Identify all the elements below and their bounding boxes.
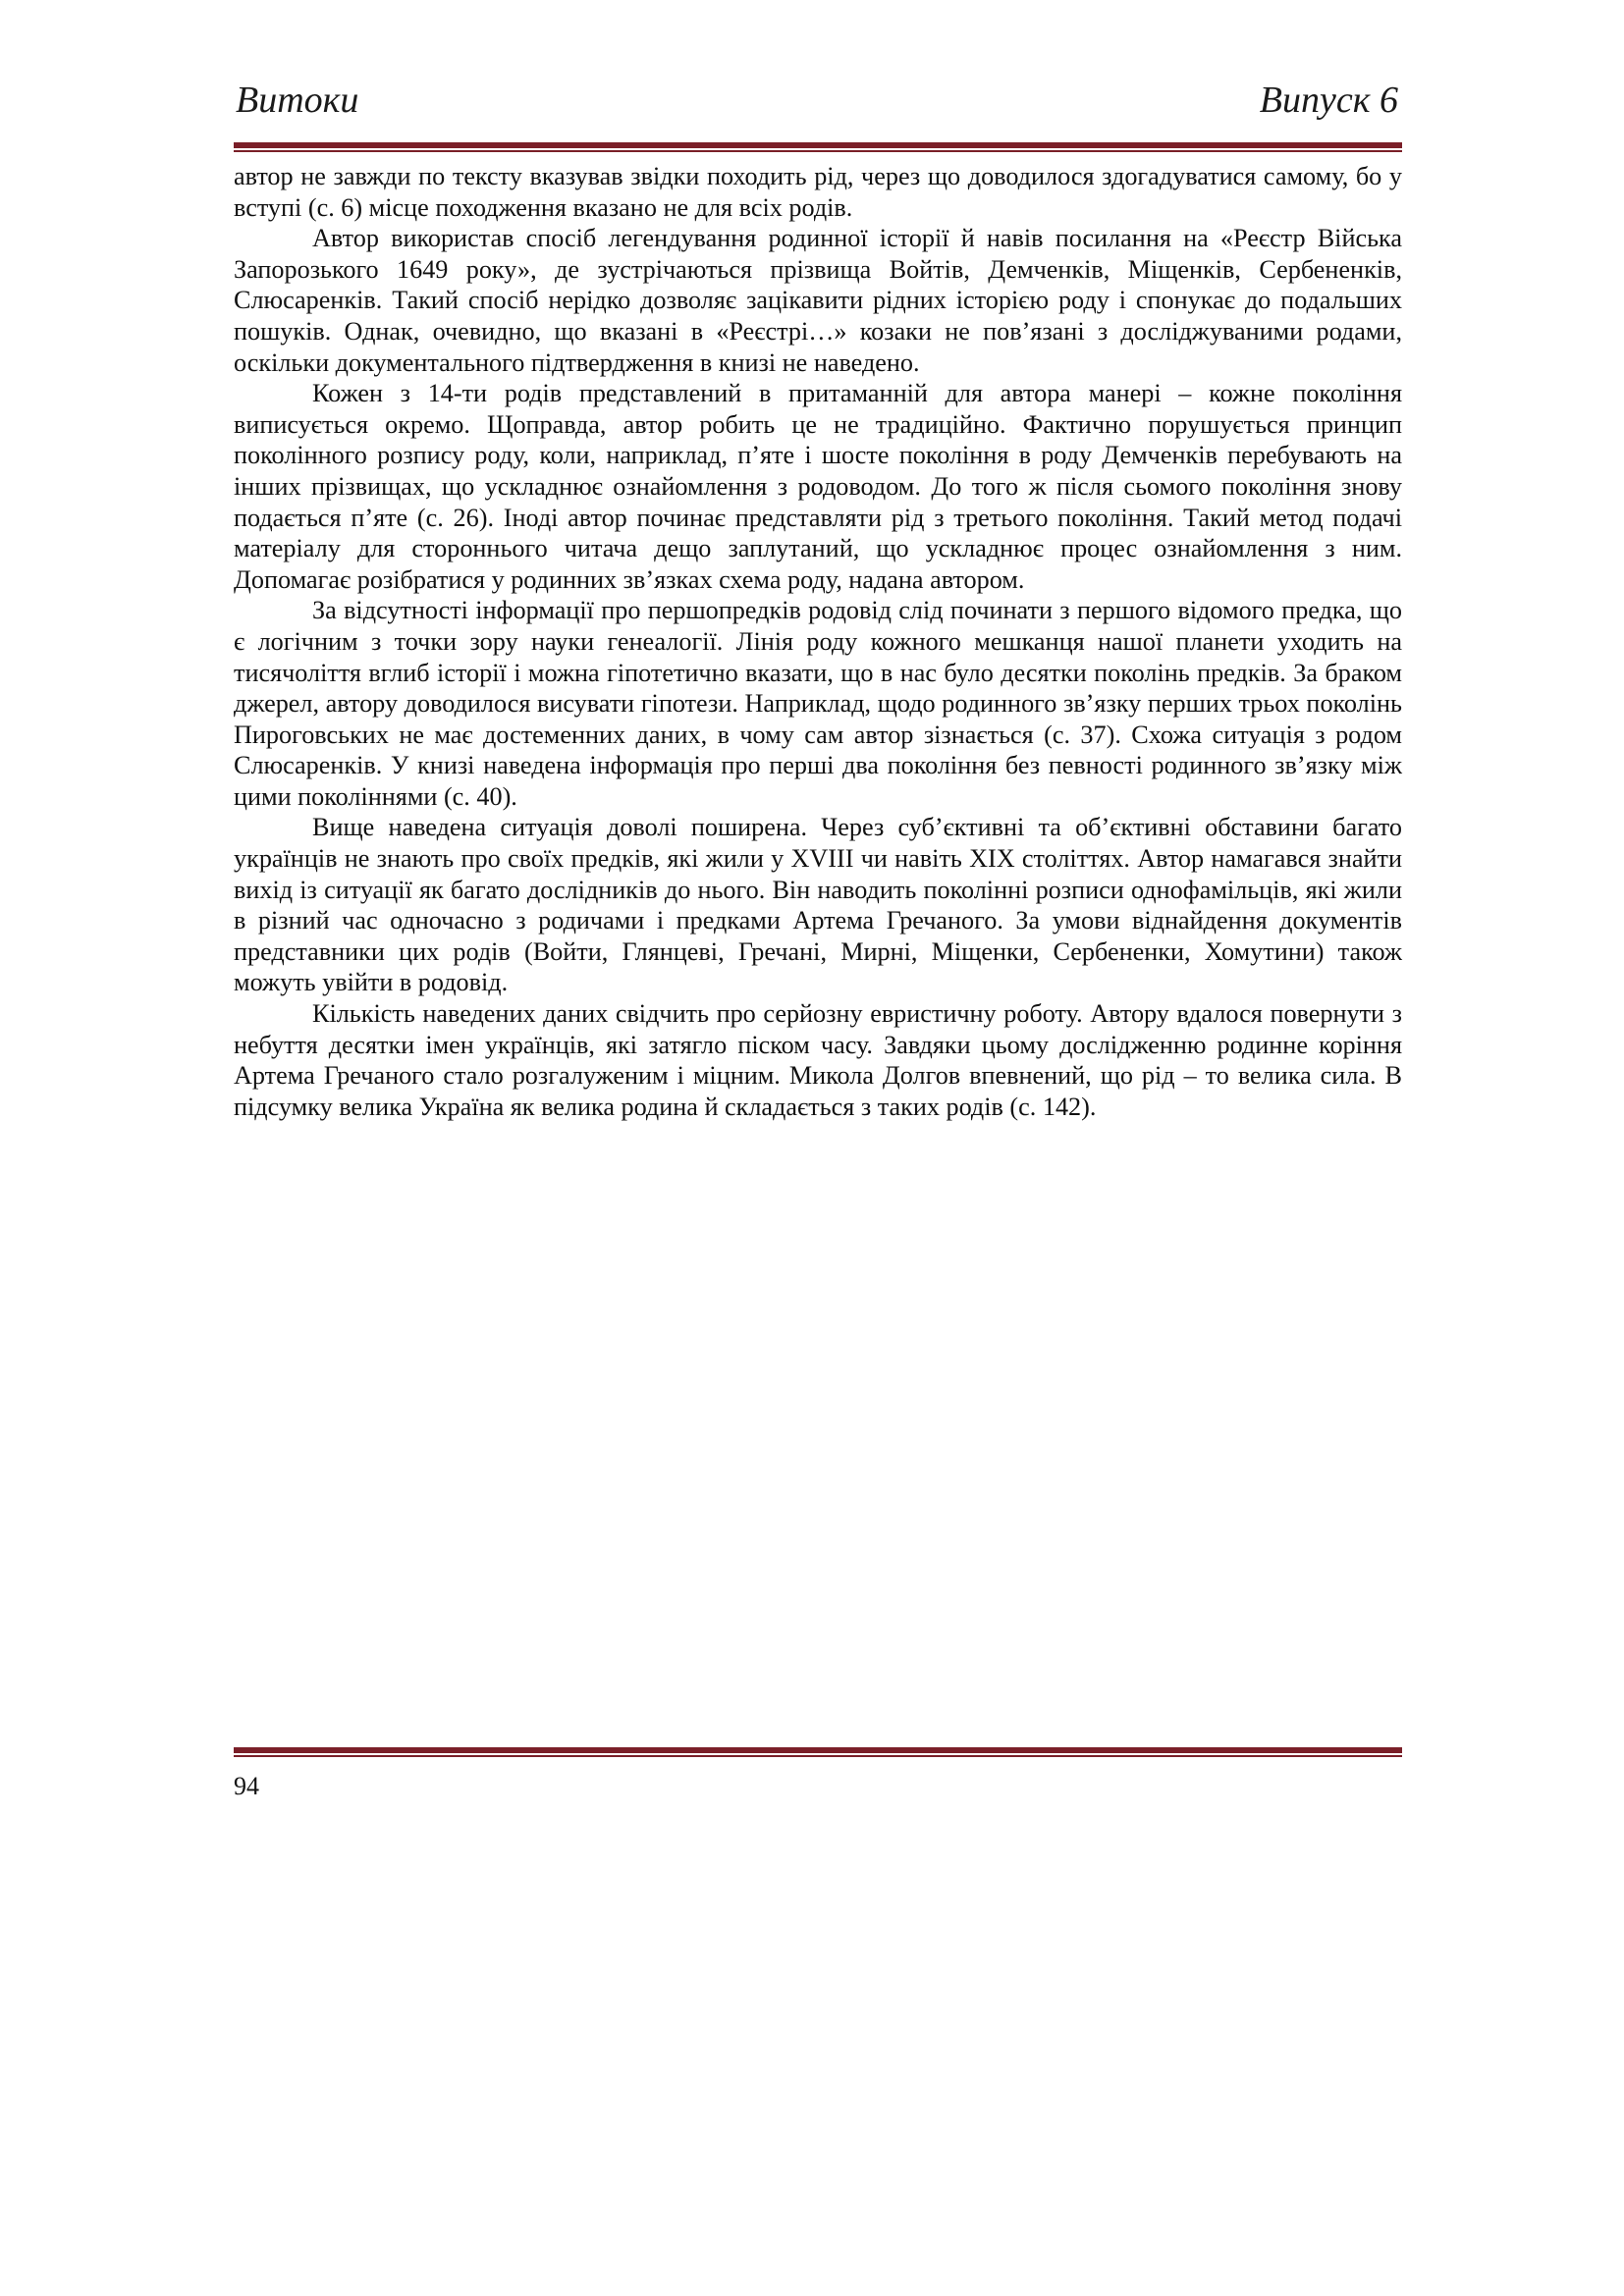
paragraph-continued: автор не завжди по тексту вказував звідки походить рід, через що доводилося здогадуватися самому, бо у вступі (с. 6) місце походження вказано не для всіх родів. [234, 162, 1402, 222]
paragraph: Кожен з 14-ти родів представлений в притаманній для автора манері – кожне покоління виписується окремо. Щоправда, автор робить це не традиційно. Фактично порушується принцип поколінного розпису роду, коли, наприклад, п’яте і шосте покоління в роду Демченків перебувають на інших прізвищах, що ускладнює ознайомлення з родоводом. До того ж після сьомого покоління знову подається п’яте (с. 26). Іноді автор починає представляти рід з третього покоління. Такий метод подачі матеріалу для стороннього читача дещо заплутаний, що ускладнює процес ознайомлення з ним. Допомагає розібратися у родинних зв’язках схема роду, надана автором. [234, 379, 1402, 594]
header-rule-thin [234, 150, 1402, 152]
issue-label: Випуск 6 [1259, 80, 1398, 121]
footer-rule [234, 1747, 1402, 1757]
journal-title: Витоки [236, 80, 359, 121]
paragraph: За відсутності інформації про першопредків родовід слід починати з першого відомого предка, що є логічним з точки зору науки генеалогії. Лінія роду кожного мешканця нашої планети уходить на тисячоліття вглиб історії і можна гіпотетично вказати, що в нас було десятки поколінь предків. За браком джерел, автору доводилося висувати гіпотези. Наприклад, щодо родинного зв’язку перших трьох поколінь Пироговських не має достеменних даних, в чому сам автор зізнається (с. 37). Схожа ситуація з родом Слюсаренків. У книзі наведена інформація про перші два покоління без певності родинного зв’язку між цими поколіннями (с. 40). [234, 596, 1402, 811]
paragraph: Кількість наведених даних свідчить про серйозну евристичну роботу. Автору вдалося повернути з небуття десятки імен українців, які затягло піском часу. Завдяки цьому дослідженню родинне коріння Артема Гречаного стало розгалуженим і міцним. Микола Долгов впевнений, що рід – то велика сила. В підсумку велика Україна як велика родина й складається з таких родів (с. 142). [234, 999, 1402, 1121]
page-number: 94 [234, 1772, 259, 1800]
header-rule [234, 142, 1402, 152]
paragraph: Вище наведена ситуація доволі поширена. Через суб’єктивні та об’єктивні обставини багато українців не знають про своїх предків, які жили у XVIII чи навіть XIX століттях. Автор намагався знайти вихід із ситуації як багато дослідників до нього. Він наводить поколінні розписи однофамільців, які жили в різний час одночасно з родичами і предками Артема Гречаного. За умови віднайдення документів представники цих родів (Войти, Глянцеві, Гречані, Мирні, Міщенки, Сербененки, Хомутини) також можуть увійти в родовід. [234, 813, 1402, 997]
running-header [234, 79, 1402, 128]
body-text [234, 161, 1402, 1122]
footer-rule-thin [234, 1755, 1402, 1757]
paragraph: Автор використав спосіб легендування родинної історії й навів посилання на «Реєстр Війська Запорозького 1649 року», де зустрічаються прізвища Войтів, Демченків, Міщенків, Сербененків, Слюсаренків. Такий спосіб нерідко дозволяє зацікавити рідних історією роду і спонукає до подальших пошуків. Однак, очевидно, що вказані в «Реєстрі…» козаки не пов’язані з досліджуваними родами, оскільки документального підтвердження в книзі не наведено. [234, 224, 1402, 377]
